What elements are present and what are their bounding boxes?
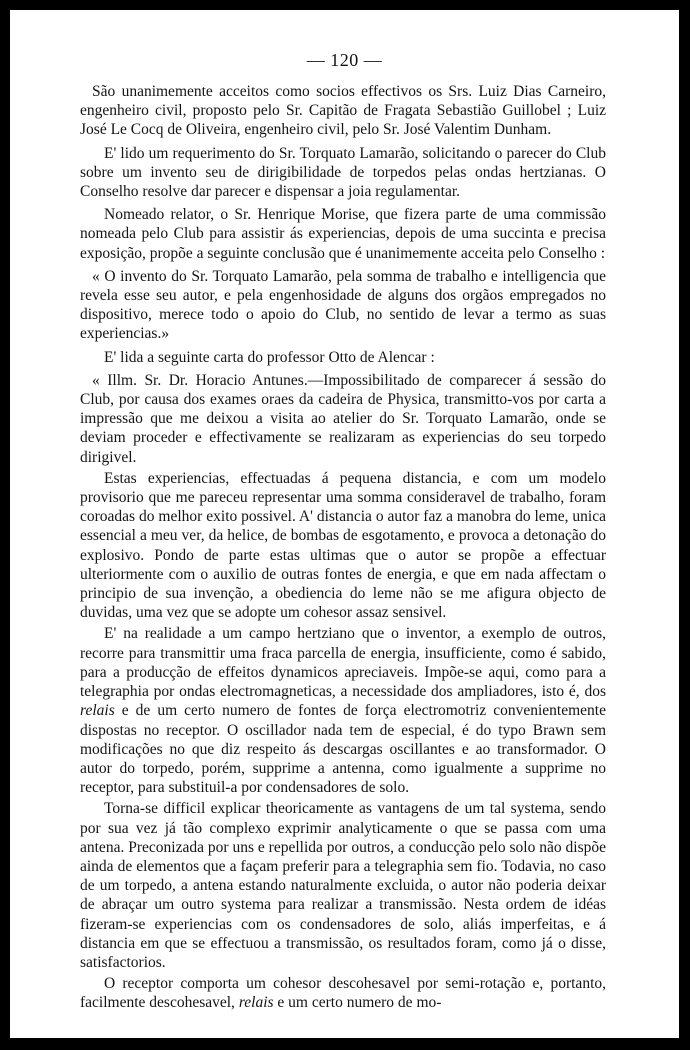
paragraph-theory: Torna-se difficil explicar theoricamente as vantagens de um tal systema, sendo por sua vez já tão complexo exprimir analyticamente o que se passa com uma antena. Preconizada por uns e repellida por outros, a conducção pelo solo não dispõe ainda de elementos que a façam preferir para a telegraphia sem fio. Todavia, no caso de um torpedo, a antena estando naturalmente excluida, o autor não poderia deixar de abraçar um outro systema para realizar a transmissão. Nesta ordem de idéas fizeram-se experiencias com os condensadores de solo, aliás imperfeitas, e á distancia em que se effectuou a transmissão, os resultados foram, como já o disse, satisfactorios. bbox=[80, 800, 606, 971]
paragraph-experiments: Estas experiencias, effectuadas á pequena distancia, e com um modelo provisorio que me pareceu representar uma somma consideravel de trabalho, foram coroadas do melhor exito possivel. A' distancia o autor faz a manobra do leme, unica essencial a meu ver, da helice, de bombas de esgotamento, e provoca a detonação do explosivo. Pondo de parte estas ultimas que o autor se propõe a effectuar ulteriormente com o auxilio de outras fontes de energia, e que em nada affectam o principio de sua invenção, a obediencia do leme não se me afigura objecto de duvidas, uma vez que se adopte um cohesor assaz sensivel. bbox=[80, 469, 606, 622]
paragraph-letter-intro: E' lida a seguinte carta do professor Otto de Alencar : bbox=[104, 348, 435, 366]
paragraph-hertzian-italic: relais bbox=[80, 702, 115, 720]
paragraph-conclusion-quote: « O invento do Sr. Torquato Lamarão, pela somma de trabalho e intelligencia que revela esse seu autor, e pela engenhosidade de alguns dos orgãos empregados no dispositivo, merece todo o apoio do Club, no sentido de levar a termo as suas experiencias.» bbox=[80, 267, 606, 343]
paragraph-receptor-text-b: e um certo numero de mo- bbox=[273, 994, 442, 1012]
paragraph-hertzian-text-a: E' na realidade a um campo hertziano que o inventor, a exemplo de outros, recorre para transmittir uma fraca parcella de energia, insufficiente, como é sabido, para a producção de effeitos dynamicos apreciaveis. Impõe-se aqui, como para a telegraphia por ondas electromagneticas, a necessidade dos ampliadores, isto é, dos bbox=[80, 625, 606, 701]
paragraph-receptor-text-a: O receptor comporta um cohesor descohesavel por semi-rotação e, portanto, facilmente descohesavel, bbox=[80, 975, 606, 1012]
document-body bbox=[80, 82, 606, 1015]
paragraph-hertzian-field bbox=[80, 624, 606, 797]
paragraph-rapporteur: Nomeado relator, o Sr. Henrique Morise, que fizera parte de uma commissão nomeada pelo Club para assistir ás experiencias, depois de uma succinta e precisa exposição, propõe a seguinte conclusão que é unanimemente acceita pelo Conselho : bbox=[80, 206, 606, 262]
paragraph-new-members: São unanimemente acceitos como socios effectivos os Srs. Luiz Dias Carneiro, engenheiro civil, proposto pelo Sr. Capitão de Fragata Sebastião Guillobel ; Luiz José Le Cocq de Oliveira, engenheiro civil, pelo Sr. José Valentim Dunham. bbox=[80, 83, 606, 139]
paragraph-receptor bbox=[80, 974, 606, 1012]
document-page bbox=[10, 10, 679, 1038]
paragraph-request-read: E' lido um requerimento do Sr. Torquato Lamarão, solicitando o parecer do Club sobre um invento seu de dirigibilidade de torpedos pelas ondas hertzianas. O Conselho resolve dar parecer e dispensar a joia regulamentar. bbox=[80, 144, 606, 201]
paragraph-hertzian-text-b: e de um certo numero de fontes de força electromotriz convenientemente dispostas no receptor. O oscillador nada tem de especial, é do typo Brawn sem modificações no que diz respeito ás descargas oscillantes e ao transformador. O autor do torpedo, porém, supprime a antenna, como igualmente a supprime no receptor, para substituil-a por condensadores de solo. bbox=[80, 702, 606, 797]
paragraph-letter-opening: « Illm. Sr. Dr. Horacio Antunes.—Impossibilitado de comparecer á sessão do Club, por causa dos exames oraes da cadeira de Physica, transmitto-vos por carta a impressão que me deixou a visita ao atelier do Sr. Torquato Lamarão, onde se deviam proceder e effectivamente se realizaram as experiencias do seu torpedo dirigivel. bbox=[80, 371, 606, 466]
paragraph-receptor-italic: relais bbox=[238, 994, 274, 1012]
page-number: — 120 — bbox=[306, 50, 383, 70]
